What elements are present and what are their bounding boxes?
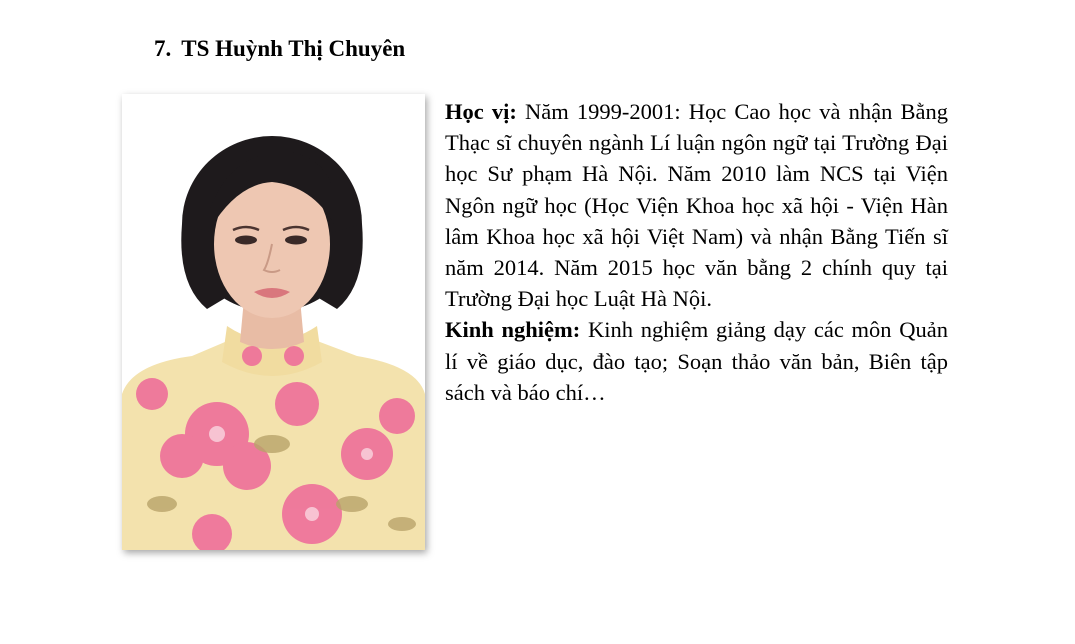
degree-paragraph — [445, 96, 948, 314]
biography — [445, 96, 948, 408]
portrait-illustration — [122, 94, 425, 550]
degree-text: Năm 1999-2001: Học Cao học và nhận Bằng Thạc sĩ chuyên ngành Lí luận ngôn ngữ tại Trường Đại học Sư phạm Hà Nội. Năm 2010 làm NCS tại Viện Ngôn ngữ học (Học Viện Khoa học xã hội - Viện Hàn lâm Khoa học xã hội Việt Nam) và nhận Bằng Tiến sĩ năm 2014. Năm 2015 học văn bằng 2 chính quy tại Trường Đại học Luật Hà Nội. — [445, 99, 948, 312]
section-heading — [154, 34, 405, 64]
experience-paragraph — [445, 314, 948, 408]
degree-label: Học vị: — [445, 99, 517, 124]
experience-label: Kinh nghiệm: — [445, 317, 581, 343]
experience-text: Kinh nghiệm giảng dạy các môn Quản lí về giáo dục, đào tạo; Soạn thảo văn bản, Biên tập sách và báo chí… — [445, 317, 949, 405]
person-name: TS Huỳnh Thị Chuyên — [181, 36, 406, 61]
section-number: 7. — [154, 36, 172, 61]
portrait-photo — [122, 94, 425, 550]
